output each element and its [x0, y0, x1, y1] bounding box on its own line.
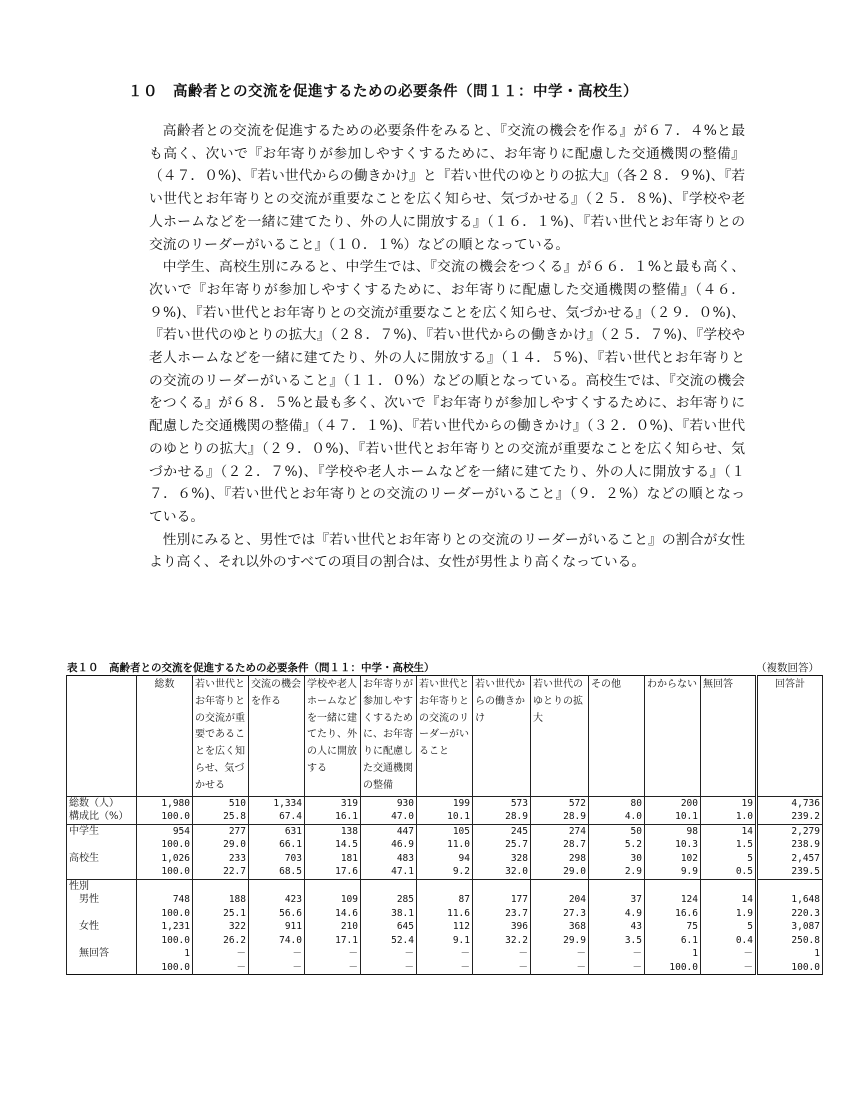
table-cell: － [249, 947, 305, 961]
table-cell: 9.2 [417, 865, 473, 879]
table-cell: 239.2 [757, 810, 823, 824]
table-row [67, 907, 823, 921]
table-cell: 10.1 [417, 810, 473, 824]
table-cell: 29.9 [531, 934, 589, 948]
table-cell: 322 [193, 920, 249, 934]
header-cell: 若い世代とお年寄りとの交流のリーダーがいること [417, 676, 473, 797]
table-row [67, 879, 823, 893]
row-label: 高校生 [67, 852, 137, 866]
table-cell: 274 [531, 824, 589, 838]
table-cell: 0.4 [701, 934, 757, 948]
row-label: 無回答 [67, 947, 137, 961]
table-cell: 19 [701, 796, 757, 810]
table-cell: 204 [531, 893, 589, 907]
table-cell: 14 [701, 824, 757, 838]
table-cell: 43 [589, 920, 645, 934]
table-cell: － [305, 961, 361, 975]
table-cell: － [249, 961, 305, 975]
table-cell: 930 [361, 796, 417, 810]
table-row [67, 838, 823, 852]
row-label [67, 961, 137, 975]
row-label [67, 907, 137, 921]
table-cell [473, 879, 531, 893]
table-cell: － [589, 961, 645, 975]
table-cell: 510 [193, 796, 249, 810]
table-cell: 10.3 [645, 838, 701, 852]
table-cell: 112 [417, 920, 473, 934]
table-cell: 74.0 [249, 934, 305, 948]
table-cell: 30 [589, 852, 645, 866]
table-cell: 68.5 [249, 865, 305, 879]
paragraph: 中学生、高校生別にみると、中学生では、『交流の機会をつくる』が６６．１%と最も高く、次いで『お年寄りが参加しやすくするために、お年寄りに配慮した交通機関の整備』（４６．９%)、『若い世代とお年寄りとの交流が重要なことを広く知らせ、気づかせる』（２９．０%)、『若い世代のゆとりの拡大』（２８．７%)、『若い世代からの働きかけ』（２５．７%)、『学校や老人ホームなどを一緒に建てたり、外の人に開放する』（１４．５%)、『若い世代とお年寄りとの交流のリーダーがいること』（１１．０%）などの順となっている。高校生では、『交流の機会をつくる』が６８．５%と最も多く、次いで『お年寄りが参加しやすくするために、お年寄りに配慮した交通機関の整備』（４７．１%)、『若い世代からの働きかけ』（３２．０%)、『若い世代のゆとりの拡大』（２９．０%)、『若い世代とお年寄りとの交流が重要なことを広く知らせ、気づかせる』（２２．７%)、『学校や老人ホームなどを一緒に建てたり、外の人に開放する』（１７．６%)、『若い世代とお年寄りとの交流のリーダーがいること』（９．２%）などの順となっている。 [149, 259, 745, 525]
table-cell: 11.6 [417, 907, 473, 921]
table-cell: 239.5 [757, 865, 823, 879]
paragraph: 性別にみると、男性では『若い世代とお年寄りとの交流のリーダーがいること』の割合が女性より高く、それ以外のすべての項目の割合は、女性が男性より高くなっている。 [149, 531, 745, 571]
table-cell: － [531, 947, 589, 961]
header-cell: 回答計 [757, 676, 823, 797]
table-cell: － [305, 947, 361, 961]
table-cell: 47.1 [361, 865, 417, 879]
table-cell: 0.5 [701, 865, 757, 879]
table-cell: 38.1 [361, 907, 417, 921]
row-label [67, 838, 137, 852]
table-cell: 1 [757, 947, 823, 961]
table-cell: － [589, 947, 645, 961]
table-cell: 1,648 [757, 893, 823, 907]
table-cell: 5 [701, 920, 757, 934]
table-cell: 1,231 [137, 920, 193, 934]
table-cell: 25.1 [193, 907, 249, 921]
table-cell: 100.0 [137, 961, 193, 975]
table-cell: 200 [645, 796, 701, 810]
table-cell: 199 [417, 796, 473, 810]
row-label: 中学生 [67, 824, 137, 838]
table-cell: － [473, 947, 531, 961]
table-row [67, 934, 823, 948]
row-label: 女性 [67, 920, 137, 934]
table-cell: 328 [473, 852, 531, 866]
table-cell: 181 [305, 852, 361, 866]
table-cell: 2.9 [589, 865, 645, 879]
table-cell [589, 879, 645, 893]
body-text [149, 120, 745, 574]
table-cell: 50 [589, 824, 645, 838]
table-cell: － [361, 961, 417, 975]
table-cell: － [417, 961, 473, 975]
table-row [67, 865, 823, 879]
row-label [67, 865, 137, 879]
table-cell: 6.1 [645, 934, 701, 948]
section-heading: １０ 高齢者との交流を促進するための必要条件（問１１：中学・高校生） [128, 84, 638, 100]
table-cell [249, 879, 305, 893]
table-cell: － [701, 961, 757, 975]
table-cell: － [193, 961, 249, 975]
table-cell: 250.8 [757, 934, 823, 948]
header-cell: 交流の機会を作る [249, 676, 305, 797]
table-cell: 285 [361, 893, 417, 907]
table-cell: 1.0 [701, 810, 757, 824]
table-cell: 100.0 [757, 961, 823, 975]
table-cell: 56.6 [249, 907, 305, 921]
table-cell: 28.7 [531, 838, 589, 852]
table-cell: － [473, 961, 531, 975]
table-cell: 4.0 [589, 810, 645, 824]
header-cell: お年寄りが参加しやすくするために、お年寄りに配慮した交通機関の整備 [361, 676, 417, 797]
table-row [67, 961, 823, 975]
table-cell: 46.9 [361, 838, 417, 852]
table-cell: 138 [305, 824, 361, 838]
table-cell: 29.0 [531, 865, 589, 879]
table-cell: 188 [193, 893, 249, 907]
table-cell: 11.0 [417, 838, 473, 852]
table-cell: 5 [701, 852, 757, 866]
table-cell [531, 879, 589, 893]
header-cell: 学校や老人ホームなどを一緒に建てたり、外の人に開放する [305, 676, 361, 797]
table-row [67, 920, 823, 934]
table-cell: 100.0 [645, 961, 701, 975]
table-cell: 954 [137, 824, 193, 838]
table-cell: 17.1 [305, 934, 361, 948]
header-cell: 若い世代からの働きかけ [473, 676, 531, 797]
table-cell: 748 [137, 893, 193, 907]
table-cell: － [531, 961, 589, 975]
table-cell: 105 [417, 824, 473, 838]
table-cell: 100.0 [137, 865, 193, 879]
table-header-row [67, 676, 823, 797]
table-cell: － [417, 947, 473, 961]
table-cell: 67.4 [249, 810, 305, 824]
table-cell: 29.0 [193, 838, 249, 852]
header-cell: 無回答 [701, 676, 757, 797]
table-cell: 645 [361, 920, 417, 934]
table-cell [701, 879, 757, 893]
table-cell: 16.6 [645, 907, 701, 921]
table-row [67, 824, 823, 838]
table-cell: 94 [417, 852, 473, 866]
table-cell: 26.2 [193, 934, 249, 948]
table-cell: 1 [645, 947, 701, 961]
table-cell: 14.6 [305, 907, 361, 921]
table-cell: 80 [589, 796, 645, 810]
table-cell: 23.7 [473, 907, 531, 921]
table-cell [417, 879, 473, 893]
table-cell: 2,279 [757, 824, 823, 838]
table-cell: 14.5 [305, 838, 361, 852]
paragraph: 高齢者との交流を促進するための必要条件をみると、『交流の機会を作る』が６７．４%と最も高く、次いで『お年寄りが参加しやすくするために、お年寄りに配慮した交通機関の整備』（４７．０%)、『若い世代からの働きかけ』と『若い世代のゆとりの拡大』（各２８．９%)、『若い世代とお年寄りとの交流が重要なことを広く知らせ、気づかせる』（２５．８%)、『学校や老人ホームなどを一緒に建てたり、外の人に開放する』（１６．１%)、『若い世代とお年寄りとの交流のリーダーがいること』（１０．１%）などの順となっている。 [149, 123, 745, 253]
table-cell: 572 [531, 796, 589, 810]
table-cell: 233 [193, 852, 249, 866]
table-row [67, 796, 823, 810]
table-cell: － [193, 947, 249, 961]
table-cell [757, 879, 823, 893]
table-cell: 32.2 [473, 934, 531, 948]
table-cell: 22.7 [193, 865, 249, 879]
table-title: 表１０ 高齢者との交流を促進するための必要条件（問１１：中学・高校生） [67, 662, 435, 674]
table-cell: 631 [249, 824, 305, 838]
table-cell: 16.1 [305, 810, 361, 824]
table-cell: 1,334 [249, 796, 305, 810]
table-cell: 124 [645, 893, 701, 907]
table-cell: 37 [589, 893, 645, 907]
table-cell: 25.7 [473, 838, 531, 852]
table-cell: 1.5 [701, 838, 757, 852]
table-row [67, 810, 823, 824]
table-row [67, 947, 823, 961]
table-cell: 27.3 [531, 907, 589, 921]
table-cell: 423 [249, 893, 305, 907]
table-row [67, 852, 823, 866]
table-row [67, 893, 823, 907]
table-cell: 396 [473, 920, 531, 934]
table-cell: － [361, 947, 417, 961]
table-cell: 3.5 [589, 934, 645, 948]
header-cell: 若い世代のゆとりの拡大 [531, 676, 589, 797]
table-cell: 100.0 [137, 838, 193, 852]
header-cell: 若い世代とお年寄りとの交流が重要であることを広く知らせ、気づかせる [193, 676, 249, 797]
data-table [66, 675, 823, 975]
table-cell: 1.9 [701, 907, 757, 921]
table-cell [361, 879, 417, 893]
table-cell: 298 [531, 852, 589, 866]
table-cell [137, 879, 193, 893]
table-cell [305, 879, 361, 893]
table-cell: 483 [361, 852, 417, 866]
table-cell: 2,457 [757, 852, 823, 866]
table-cell: 3,087 [757, 920, 823, 934]
table-cell: 1,026 [137, 852, 193, 866]
table-cell: 100.0 [137, 907, 193, 921]
table-note: （複数回答） [756, 662, 819, 674]
table-cell: 177 [473, 893, 531, 907]
table-cell: 75 [645, 920, 701, 934]
row-label: 性別 [67, 879, 137, 893]
table-cell: 28.9 [531, 810, 589, 824]
table-cell: 109 [305, 893, 361, 907]
table-cell: 100.0 [137, 810, 193, 824]
table-cell: 28.9 [473, 810, 531, 824]
table-cell: 4,736 [757, 796, 823, 810]
table-cell: 368 [531, 920, 589, 934]
row-label: 総数（人） [67, 796, 137, 810]
table-cell: 9.1 [417, 934, 473, 948]
header-cell-label [67, 676, 137, 797]
table-cell: 32.0 [473, 865, 531, 879]
table-cell: 4.9 [589, 907, 645, 921]
table-cell: 1 [137, 947, 193, 961]
table-cell: 911 [249, 920, 305, 934]
table-cell: 52.4 [361, 934, 417, 948]
table-cell: 102 [645, 852, 701, 866]
table-cell: 210 [305, 920, 361, 934]
table-cell: 9.9 [645, 865, 701, 879]
table-cell: 238.9 [757, 838, 823, 852]
table-cell: 1,980 [137, 796, 193, 810]
row-label: 男性 [67, 893, 137, 907]
table-cell [193, 879, 249, 893]
table-cell: 10.1 [645, 810, 701, 824]
table-cell: 14 [701, 893, 757, 907]
table-cell: 17.6 [305, 865, 361, 879]
table-cell: 5.2 [589, 838, 645, 852]
table-cell: 573 [473, 796, 531, 810]
table-cell: 100.0 [137, 934, 193, 948]
table-cell: 220.3 [757, 907, 823, 921]
table-cell: － [701, 947, 757, 961]
table-cell: 245 [473, 824, 531, 838]
table-cell: 447 [361, 824, 417, 838]
table-cell: 25.8 [193, 810, 249, 824]
table-cell: 87 [417, 893, 473, 907]
table-cell: 319 [305, 796, 361, 810]
table-cell: 47.0 [361, 810, 417, 824]
table-cell: 98 [645, 824, 701, 838]
table-cell [645, 879, 701, 893]
row-label: 構成比（%） [67, 810, 137, 824]
row-label [67, 934, 137, 948]
header-cell: わからない [645, 676, 701, 797]
table-cell: 277 [193, 824, 249, 838]
header-cell: その他 [589, 676, 645, 797]
table-cell: 66.1 [249, 838, 305, 852]
table-cell: 703 [249, 852, 305, 866]
header-cell: 総数 [137, 676, 193, 797]
